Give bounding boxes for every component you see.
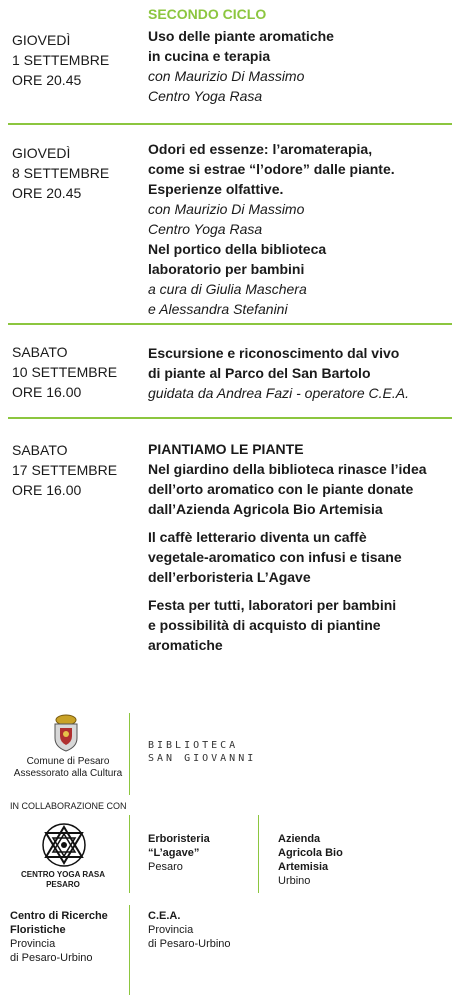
comune-crest-icon <box>52 714 80 752</box>
event-1-body <box>148 26 466 106</box>
event-title-line: in cucina e terapia <box>148 48 271 64</box>
event-date: 8 SETTEMBRE <box>12 165 110 181</box>
event-day: SABATO <box>12 442 68 458</box>
biblioteca-line1: BIBLIOTECA <box>148 740 239 751</box>
event-credit-line: a cura di Giulia Maschera <box>148 281 307 297</box>
event-title-line: Nel portico della biblioteca <box>148 241 327 257</box>
event-credit-line: con Maurizio Di Massimo <box>148 201 305 217</box>
event-title-line: aromatiche <box>148 637 223 653</box>
azienda-label <box>278 832 343 888</box>
paragraph-gap <box>148 519 466 527</box>
erboristeria-label <box>148 832 210 874</box>
centro-line4: di Pesaro-Urbino <box>10 952 93 964</box>
event-title-line: Odori ed essenze: l’aromaterapia, <box>148 141 373 157</box>
yoga-yantra-icon <box>42 823 86 867</box>
event-time: ORE 20.45 <box>12 72 82 88</box>
centro-line3: Provincia <box>10 938 56 950</box>
comune-office: Assessorato alla Cultura <box>13 768 123 779</box>
event-title-line: laboratorio per bambini <box>148 261 305 277</box>
event-credit-line: guidata da Andrea Fazi - operatore C.E.A. <box>148 385 409 401</box>
yoga-city: PESARO <box>46 880 80 889</box>
separator <box>8 123 452 125</box>
event-credit-line: Centro Yoga Rasa <box>148 221 263 237</box>
biblioteca-logo <box>148 739 256 765</box>
event-2-when <box>12 143 109 203</box>
yoga-label <box>8 870 118 890</box>
event-title-line: e possibilità di acquisto di piantine <box>148 617 381 633</box>
azienda-line4: Urbino <box>278 875 311 887</box>
event-title-line: vegetale-aromatico con infusi e tisane <box>148 549 402 565</box>
event-title-line: PIANTIAMO LE PIANTE <box>148 441 304 457</box>
event-credit-line: Centro Yoga Rasa <box>148 88 263 104</box>
divider <box>129 905 130 995</box>
azienda-line2: Agricola Bio <box>278 847 343 859</box>
event-time: ORE 20.45 <box>12 185 82 201</box>
event-4-when <box>12 440 117 500</box>
event-title-line: Festa per tutti, laboratori per bambini <box>148 597 397 613</box>
comune-label <box>8 756 128 780</box>
erbo-line2: “L’agave” <box>148 847 200 859</box>
yoga-name: CENTRO YOGA RASA <box>20 870 105 879</box>
event-title-line: Esperienze olfattive. <box>148 181 284 197</box>
event-title-line: di piante al Parco del San Bartolo <box>148 365 371 381</box>
event-day: GIOVEDÌ <box>12 145 71 161</box>
event-title-line: Il caffè letterario diventa un caffè <box>148 529 367 545</box>
event-3-when <box>12 342 117 402</box>
azienda-line3: Artemisia <box>278 861 329 873</box>
event-time: ORE 16.00 <box>12 482 82 498</box>
event-date: 1 SETTEMBRE <box>12 52 110 68</box>
event-title-line: Escursione e riconoscimento dal vivo <box>148 345 400 361</box>
event-4-body <box>148 439 466 655</box>
event-3-body <box>148 343 466 403</box>
event-title-line: Nel giardino della biblioteca rinasce l’idea <box>148 461 427 477</box>
cycle-title: SECONDO CICLO <box>148 6 267 22</box>
biblioteca-line2: SAN GIOVANNI <box>148 753 257 764</box>
event-2-body <box>148 139 466 319</box>
event-title-line: dall’Azienda Agricola Bio Artemisia <box>148 501 383 517</box>
cea-line2: Provincia <box>148 924 194 936</box>
comune-name: Comune di Pesaro <box>26 756 110 767</box>
centro-line2: Floristiche <box>10 924 66 936</box>
event-day: SABATO <box>12 344 68 360</box>
separator <box>8 417 452 419</box>
event-day: GIOVEDÌ <box>12 32 71 48</box>
cea-line3: di Pesaro-Urbino <box>148 938 231 950</box>
erbo-line3: Pesaro <box>148 861 183 873</box>
centro-ricerche-label <box>10 909 108 965</box>
collaboration-label: IN COLLABORAZIONE CON <box>10 801 127 811</box>
divider <box>258 815 259 893</box>
event-title-line: Uso delle piante aromatiche <box>148 28 334 44</box>
separator <box>8 323 452 325</box>
cea-label <box>148 909 231 951</box>
azienda-line1: Azienda <box>278 833 321 845</box>
event-time: ORE 16.00 <box>12 384 82 400</box>
event-date: 10 SETTEMBRE <box>12 364 118 380</box>
erbo-line1: Erboristeria <box>148 833 210 845</box>
centro-line1: Centro di Ricerche <box>10 910 108 922</box>
event-1-when <box>12 30 109 90</box>
cea-line1: C.E.A. <box>148 910 181 922</box>
paragraph-gap <box>148 587 466 595</box>
event-title-line: dell’erboristeria L’Agave <box>148 569 311 585</box>
event-title-line: come si estrae “l’odore” dalle piante. <box>148 161 395 177</box>
divider <box>129 713 130 795</box>
event-date: 17 SETTEMBRE <box>12 462 118 478</box>
event-credit-line: con Maurizio Di Massimo <box>148 68 305 84</box>
event-credit-line: e Alessandra Stefanini <box>148 301 288 317</box>
event-title-line: dell’orto aromatico con le piante donate <box>148 481 414 497</box>
divider <box>129 815 130 893</box>
